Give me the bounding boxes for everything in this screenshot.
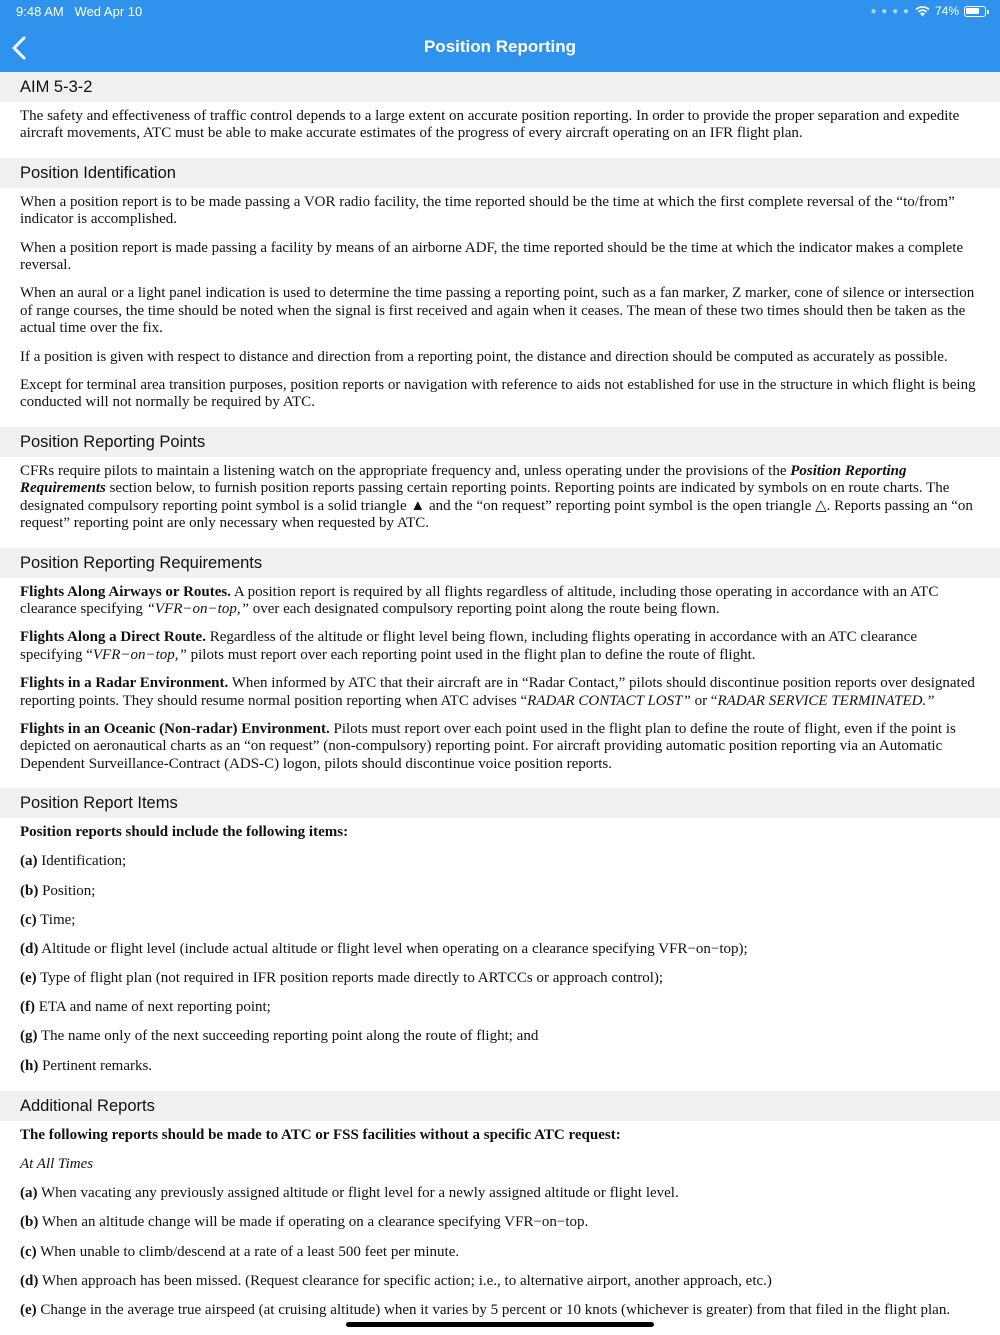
identification-paragraph: When an aural or a light panel indication is used to determine the time passing a reporting point, such as a fan marker, Z marker, cone of silence or intersection of range courses, the time should be noted when the signal is first received and again when it ceases. The mean of these two times should then be taken as the actual time over the fix. — [20, 285, 975, 337]
requirement-airways: Flights Along Airways or Routes. A position report is required by all flights regardless of altitude, including those operating in accordance with an ATC clearance specifying “VFR−on−top,” over each designated compulsory reporting point along the route being flown. — [20, 583, 939, 617]
identification-paragraph: When a position report is to be made passing a VOR radio facility, the time reported should be the time at which the first complete reversal of the “to/from” indicator is accomplished. — [20, 193, 955, 228]
intro-body — [0, 102, 1000, 158]
battery-level — [966, 8, 979, 14]
page-title: Position Reporting — [423, 37, 577, 56]
list-item: (a) When vacating any previously assigned altitude or flight level for a newly assigned altitude or flight level. — [20, 1185, 679, 1202]
article-content — [0, 72, 1000, 1335]
additional-lead: The following reports should be made to ATC or FSS facilities without a specific ATC request: — [20, 1126, 621, 1143]
section-header-requirements: Position Reporting Requirements — [0, 548, 1000, 578]
status-indicators — [870, 4, 986, 18]
additional-subheading: At All Times — [20, 1156, 94, 1173]
section-header-items: Position Report Items — [0, 788, 1000, 818]
section-header-points: Position Reporting Points — [0, 427, 1000, 457]
points-paragraph: CFRs require pilots to maintain a listening watch on the appropriate frequency and, unless operating under the provisions of the Position Reporting Requirements section below, to furnish position reports passing certain reporting points. Reporting points are indicated by symbols on en route charts. The designated compulsory reporting point symbol is a solid triangle ▲ and the “on request” reporting point symbol is the open triangle △. Reports passing an “on request” reporting point are only necessary when requested by ATC. — [20, 462, 973, 532]
requirement-direct: Flights Along a Direct Route. Regardless of the altitude or flight level being flown, including flights operating in accordance with an ATC clearance specifying “VFR−on−top,” pilots must report over each reporting point used in the flight plan to define the route of flight. — [20, 629, 917, 663]
identification-body — [0, 188, 1000, 427]
list-item: (d) When approach has been missed. (Request clearance for specific action; i.e., to alternative airport, another approach, etc.) — [20, 1272, 772, 1289]
section-header-additional: Additional Reports — [0, 1091, 1000, 1121]
clock-date: Wed Apr 10 — [74, 4, 143, 19]
requirement-radar: Flights in a Radar Environment. When informed by ATC that their aircraft are in “Radar Contact,” pilots should discontinue position reports over designated reporting points. They should resume normal position reporting when ATC advises “RADAR CONTACT LOST” or “RADAR SERVICE TERMINATED.” — [20, 675, 975, 709]
list-item: (c) Time; — [20, 911, 76, 928]
list-item: (b) When an altitude change will be made if operating on a clearance specifying VFR−on−top. — [20, 1214, 589, 1231]
items-lead: Position reports should include the following items: — [20, 824, 349, 841]
list-item: (g) The name only of the next succeeding reporting point along the route of flight; and — [20, 1028, 539, 1045]
list-item: (e) Change in the average true airspeed (at cruising altitude) when it varies by 5 percent or 10 knots (whichever is greater) from that filed in the flight plan. — [20, 1301, 951, 1318]
list-item: (a) Identification; — [20, 853, 127, 870]
battery-icon — [964, 6, 986, 17]
status-time — [16, 4, 142, 19]
list-item: (h) Pertinent remarks. — [20, 1057, 153, 1074]
section-header-aim: AIM 5-3-2 — [0, 72, 1000, 102]
navigation-bar — [0, 0, 1000, 72]
identification-paragraph: When a position report is made passing a facility by means of an airborne ADF, the time reported should be the time at which the indicator makes a complete reversal. — [20, 239, 964, 274]
home-indicator[interactable] — [346, 1322, 654, 1327]
list-item: (f) ETA and name of next reporting point; — [20, 999, 271, 1016]
section-header-identification: Position Identification — [0, 158, 1000, 188]
wifi-icon — [915, 6, 930, 17]
clock-time: 9:48 AM — [16, 4, 64, 19]
list-item: (e) Type of flight plan (not required in IFR position reports made directly to ARTCCs or approach control); — [20, 970, 664, 987]
requirements-link[interactable]: Position Reporting Requirements — [20, 462, 907, 497]
requirement-oceanic: Flights in an Oceanic (Non-radar) Environment. Pilots must report over each point used in the flight plan to define the route of flight, even if the point is depicted on aeronautical charts as an “on request” (non-compulsory) reporting point. For aircraft providing automatic position reporting via an Automatic Dependent Surveillance-Contract (ADS-C) logon, pilots should discontinue voice position reports. — [20, 720, 956, 772]
items-body — [0, 818, 1000, 1091]
list-item: (b) Position; — [20, 882, 96, 899]
requirements-body — [0, 578, 1000, 789]
additional-body — [0, 1121, 1000, 1335]
intro-paragraph: The safety and effectiveness of traffic control depends to a large extent on accurate position reporting. In order to provide the proper separation and expedite aircraft movements, ATC must be able to make accurate estimates of the progress of every aircraft operating on an IFR flight plan. — [20, 108, 960, 142]
list-item: (c) When unable to climb/descend at a rate of a least 500 feet per minute. — [20, 1243, 460, 1260]
identification-paragraph: Except for terminal area transition purposes, position reports or navigation with reference to aids not established for use in the structure in which flight is being conducted will not normally be required by ATC. — [20, 377, 976, 411]
points-body — [0, 457, 1000, 548]
list-item: (d) Altitude or flight level (include actual altitude or flight level when operating on a clearance specifying VFR−on−top); — [20, 940, 748, 957]
identification-paragraph: If a position is given with respect to distance and direction from a reporting point, the distance and direction should be computed as accurately as possible. — [20, 348, 948, 365]
battery-percent: 74% — [934, 4, 959, 18]
cellular-signal-icon: ● ● ● ● — [870, 5, 910, 17]
